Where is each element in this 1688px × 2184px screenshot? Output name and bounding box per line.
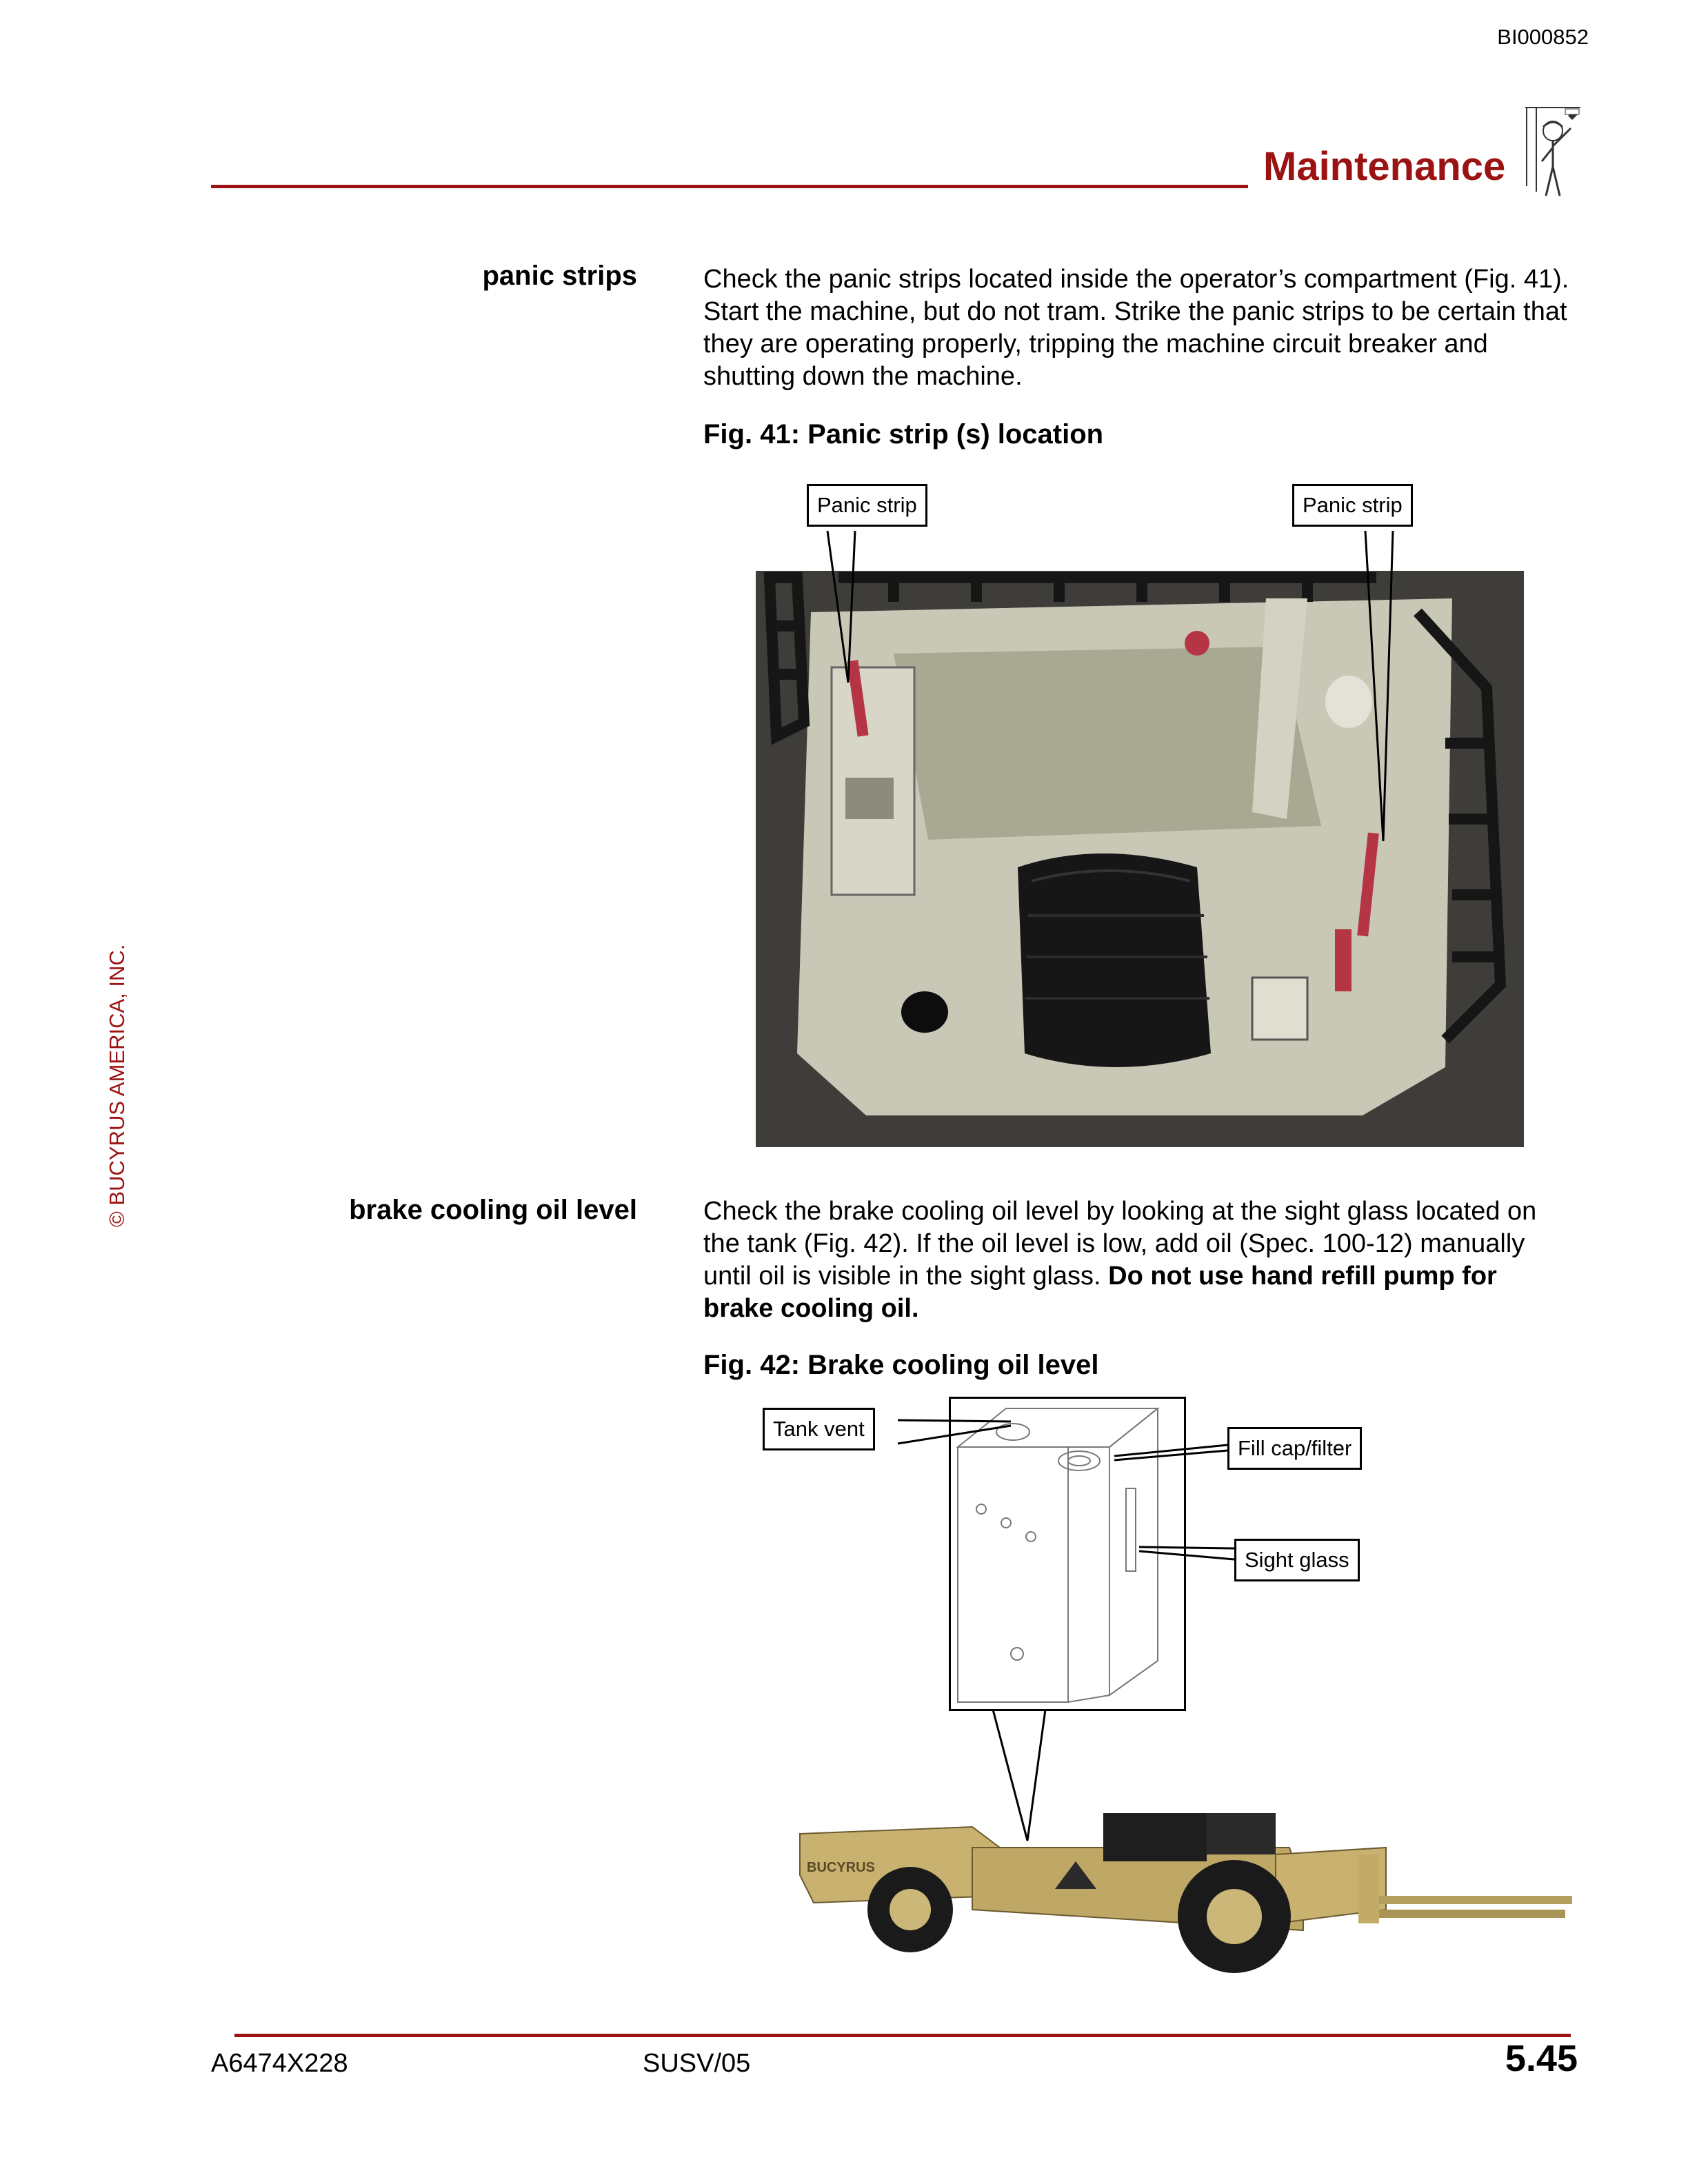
document-id: BI000852 bbox=[1497, 25, 1589, 49]
fill-cap-callout: Fill cap/filter bbox=[1227, 1427, 1362, 1470]
mechanic-with-wrench-icon bbox=[1523, 103, 1583, 199]
header-rule bbox=[211, 185, 1248, 188]
brake-cooling-warning: Do not use hand refill pump for brake cooling oil. bbox=[703, 1262, 1497, 1323]
fig42-caption: Fig. 42: Brake cooling oil level bbox=[703, 1350, 1099, 1380]
panic-strips-heading: panic strips bbox=[482, 261, 637, 291]
fig41-caption: Fig. 41: Panic strip (s) location bbox=[703, 419, 1104, 449]
operator-compartment-photo bbox=[756, 571, 1524, 1147]
copyright-side-note: © BUCYRUS AMERICA, INC. bbox=[105, 944, 129, 1227]
panic-strip-callout-right: Panic strip bbox=[1292, 484, 1413, 527]
section-title: Maintenance bbox=[1263, 144, 1506, 189]
brake-cooling-heading: brake cooling oil level bbox=[349, 1195, 637, 1225]
footer-rule bbox=[234, 2034, 1571, 2037]
panic-strips-paragraph: Check the panic strips located inside the operator’s compartment (Fig. 41). Start the machine, but do not tram. Strike the panic strips to be certain that they are operating properly, tripping the machine circuit breaker and shutting down the machine. bbox=[703, 265, 1569, 391]
brake-oil-tank-diagram bbox=[949, 1397, 1186, 1711]
footer-revision: SUSV/05 bbox=[643, 2049, 751, 2078]
sight-glass-callout: Sight glass bbox=[1234, 1539, 1360, 1581]
brake-cooling-text: Check the brake cooling oil level by looking at the sight glass located on the tank (Fig. 42). If the oil level is low, add oil (Spec. 100-12) manually until oil is visible in the sight glass. bbox=[703, 1197, 1537, 1291]
page-number: 5.45 bbox=[1505, 2038, 1578, 2079]
brake-cooling-paragraph bbox=[703, 1195, 1572, 1325]
tank-vent-callout: Tank vent bbox=[763, 1408, 875, 1450]
panic-strip-callout-left: Panic strip bbox=[807, 484, 927, 527]
machine-brand-label: BUCYRUS bbox=[807, 1860, 875, 1875]
bucyrus-machine-illustration bbox=[793, 1806, 1572, 1999]
footer-document-number: A6474X228 bbox=[211, 2049, 348, 2078]
